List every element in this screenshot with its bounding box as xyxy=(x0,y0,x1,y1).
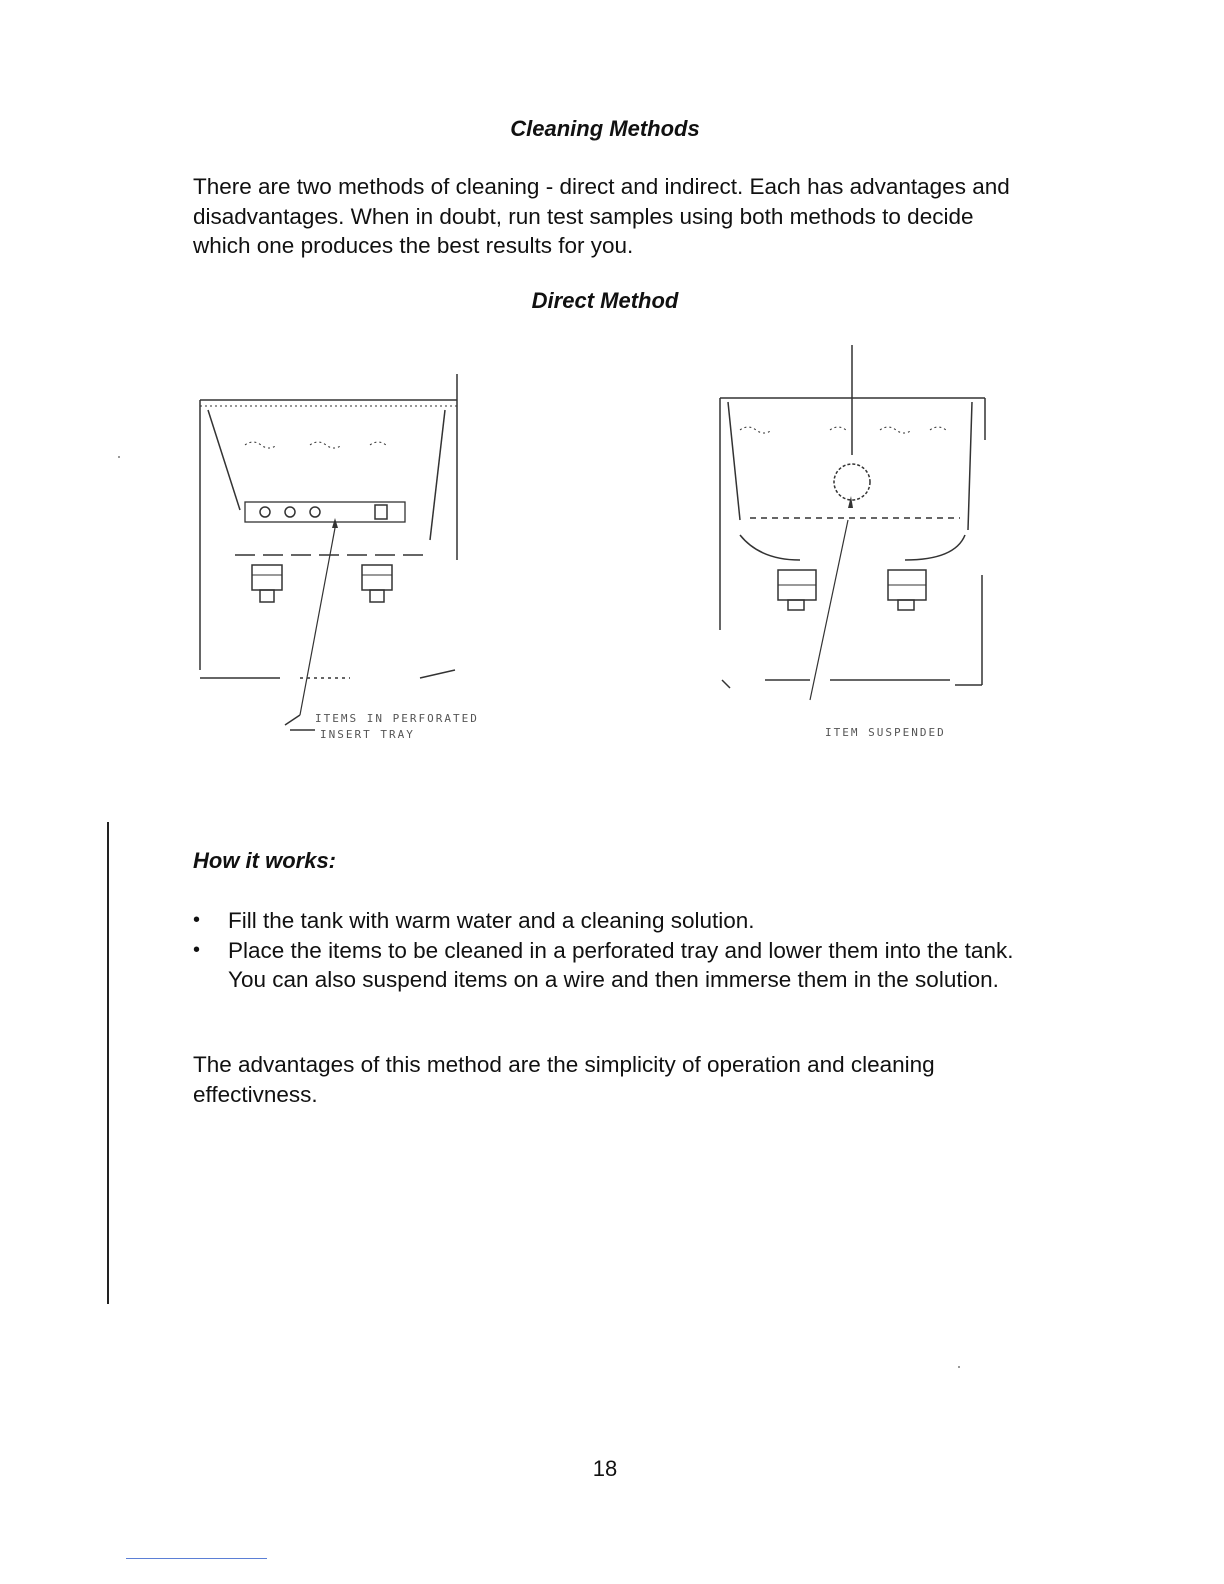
page-number: 18 xyxy=(592,1456,618,1481)
scan-speck xyxy=(118,456,120,458)
tank-suspended-diagram xyxy=(710,340,1000,750)
scan-speck xyxy=(958,1366,960,1368)
list-item: • Fill the tank with warm water and a cleaning solution. xyxy=(193,906,1023,936)
right-figure-caption: ITEM SUSPENDED xyxy=(825,726,946,739)
tank-tray-diagram xyxy=(190,360,550,750)
page-title: Cleaning Methods xyxy=(510,116,700,141)
footer-rule xyxy=(126,1558,267,1559)
advantages-paragraph: The advantages of this method are the simplicity of operation and cleaning effectivness. xyxy=(193,1052,935,1107)
list-item: • Place the items to be cleaned in a perforated tray and lower them into the tank. You can also suspend items on a wire and then immerse them in the solution. xyxy=(193,936,1023,995)
left-figure-caption-line1: ITEMS IN PERFORATED xyxy=(315,712,479,725)
left-figure-caption-line2: INSERT TRAY xyxy=(320,728,415,741)
section-heading-direct-method: Direct Method xyxy=(531,288,679,313)
intro-paragraph: There are two methods of cleaning - direct and indirect. Each has advantages and disadvantages. When in doubt, run test samples using both methods to decide which one produces the best results for you. xyxy=(193,174,1010,258)
margin-change-bar xyxy=(107,822,109,1304)
how-it-works-heading: How it works: xyxy=(193,848,337,873)
steps-list xyxy=(193,906,1023,995)
